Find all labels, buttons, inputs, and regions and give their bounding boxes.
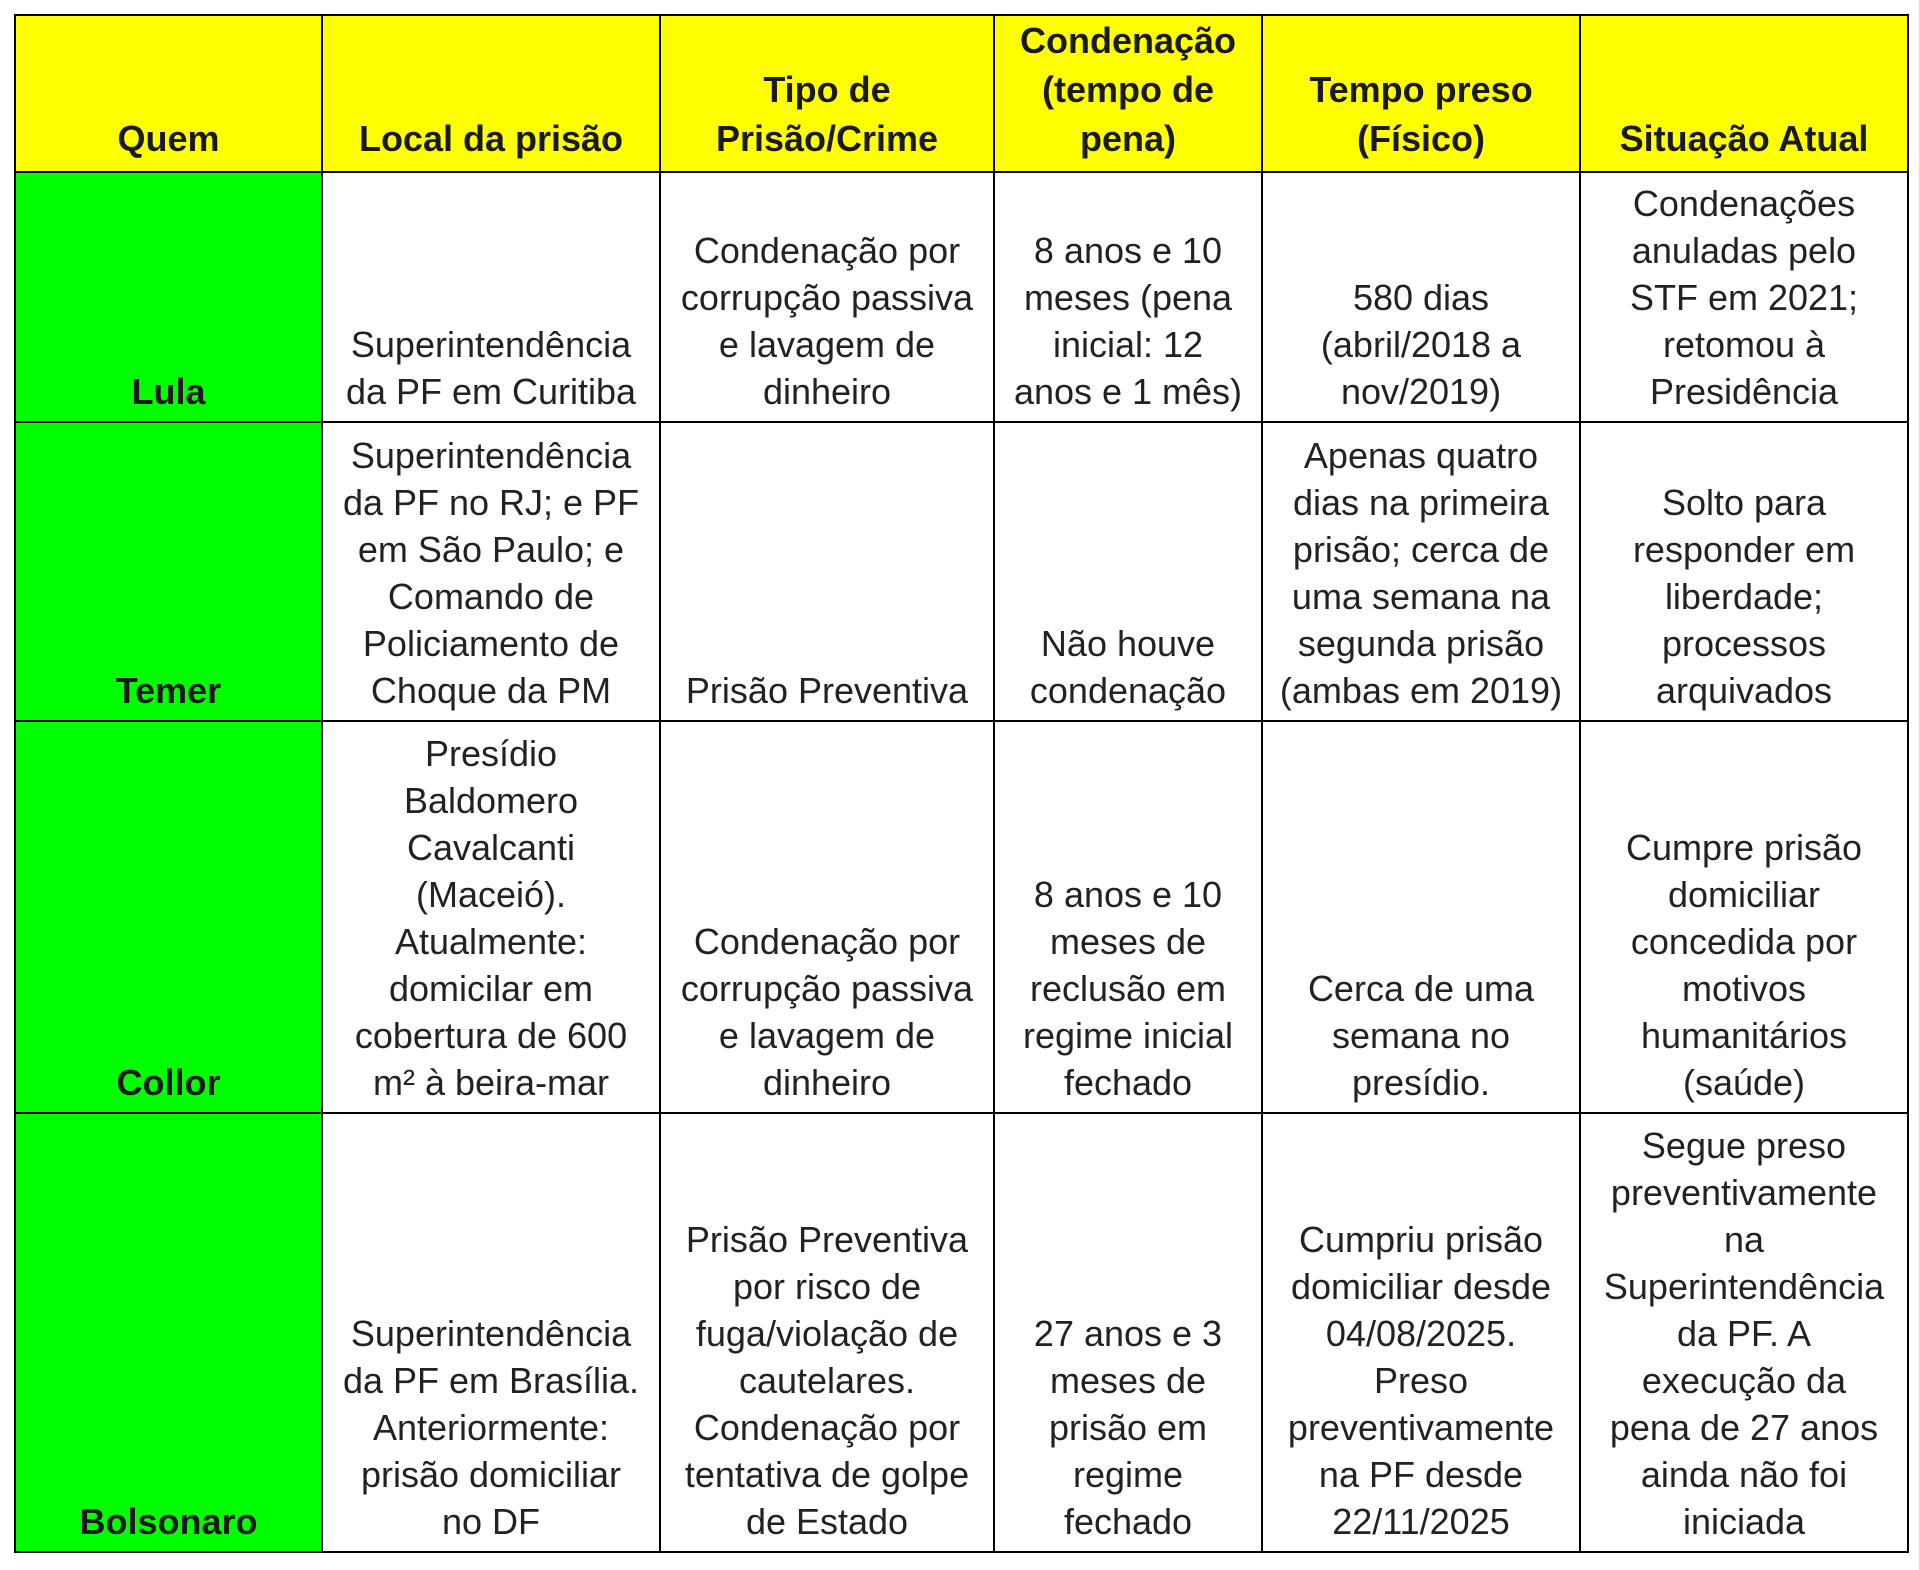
cell-condenacao[interactable]: 8 anos e 10 meses (pena inicial: 12 anos e 1 mês) <box>994 172 1262 422</box>
header-situacao[interactable]: Situação Atual <box>1580 15 1908 172</box>
header-tipo[interactable]: Tipo de Prisão/Crime <box>660 15 994 172</box>
header-row <box>15 15 1908 172</box>
cell-local[interactable]: Superintendência da PF em Brasília. Anteriormente: prisão domiciliar no DF <box>322 1113 660 1552</box>
cell-local[interactable]: Superintendência da PF em Curitiba <box>322 172 660 422</box>
comparison-table <box>14 14 1909 1553</box>
table-row-collor <box>15 721 1908 1113</box>
cell-situacao[interactable]: Cumpre prisão domiciliar concedida por motivos humanitários (saúde) <box>1580 721 1908 1113</box>
cell-local[interactable]: Superintendência da PF no RJ; e PF em São Paulo; e Comando de Policiamento de Choque da PM <box>322 422 660 721</box>
cell-tipo[interactable]: Prisão Preventiva por risco de fuga/violação de cautelares. Condenação por tentativa de golpe de Estado <box>660 1113 994 1552</box>
cell-condenacao[interactable]: Não houve condenação <box>994 422 1262 721</box>
table-row-lula <box>15 172 1908 422</box>
cell-tipo[interactable]: Condenação por corrupção passiva e lavagem de dinheiro <box>660 172 994 422</box>
cell-tipo[interactable]: Prisão Preventiva <box>660 422 994 721</box>
cell-tempo[interactable]: Cerca de uma semana no presídio. <box>1262 721 1580 1113</box>
cell-situacao[interactable]: Segue preso preventivamente na Superintendência da PF. A execução da pena de 27 anos ainda não foi iniciada <box>1580 1113 1908 1552</box>
cell-tempo[interactable]: Apenas quatro dias na primeira prisão; cerca de uma semana na segunda prisão (ambas em 2019) <box>1262 422 1580 721</box>
cell-quem[interactable]: Lula <box>15 172 322 422</box>
table-row-temer <box>15 422 1908 721</box>
header-tempo[interactable]: Tempo preso (Físico) <box>1262 15 1580 172</box>
cell-tempo[interactable]: Cumpriu prisão domiciliar desde 04/08/2025. Preso preventivamente na PF desde 22/11/2025 <box>1262 1113 1580 1552</box>
cell-situacao[interactable]: Condenações anuladas pelo STF em 2021; retomou à Presidência <box>1580 172 1908 422</box>
cell-quem[interactable]: Bolsonaro <box>15 1113 322 1552</box>
cell-tipo[interactable]: Condenação por corrupção passiva e lavagem de dinheiro <box>660 721 994 1113</box>
header-local[interactable]: Local da prisão <box>322 15 660 172</box>
cell-local[interactable]: Presídio Baldomero Cavalcanti (Maceió). Atualmente: domicilar em cobertura de 600 m² à beira-mar <box>322 721 660 1113</box>
table-row-bolsonaro <box>15 1113 1908 1552</box>
cell-situacao[interactable]: Solto para responder em liberdade; processos arquivados <box>1580 422 1908 721</box>
cell-quem[interactable]: Temer <box>15 422 322 721</box>
cell-tempo[interactable]: 580 dias (abril/2018 a nov/2019) <box>1262 172 1580 422</box>
cell-condenacao[interactable]: 8 anos e 10 meses de reclusão em regime inicial fechado <box>994 721 1262 1113</box>
header-condenacao[interactable]: Condenação (tempo de pena) <box>994 15 1262 172</box>
header-quem[interactable]: Quem <box>15 15 322 172</box>
cell-quem[interactable]: Collor <box>15 721 322 1113</box>
cell-condenacao[interactable]: 27 anos e 3 meses de prisão em regime fechado <box>994 1113 1262 1552</box>
